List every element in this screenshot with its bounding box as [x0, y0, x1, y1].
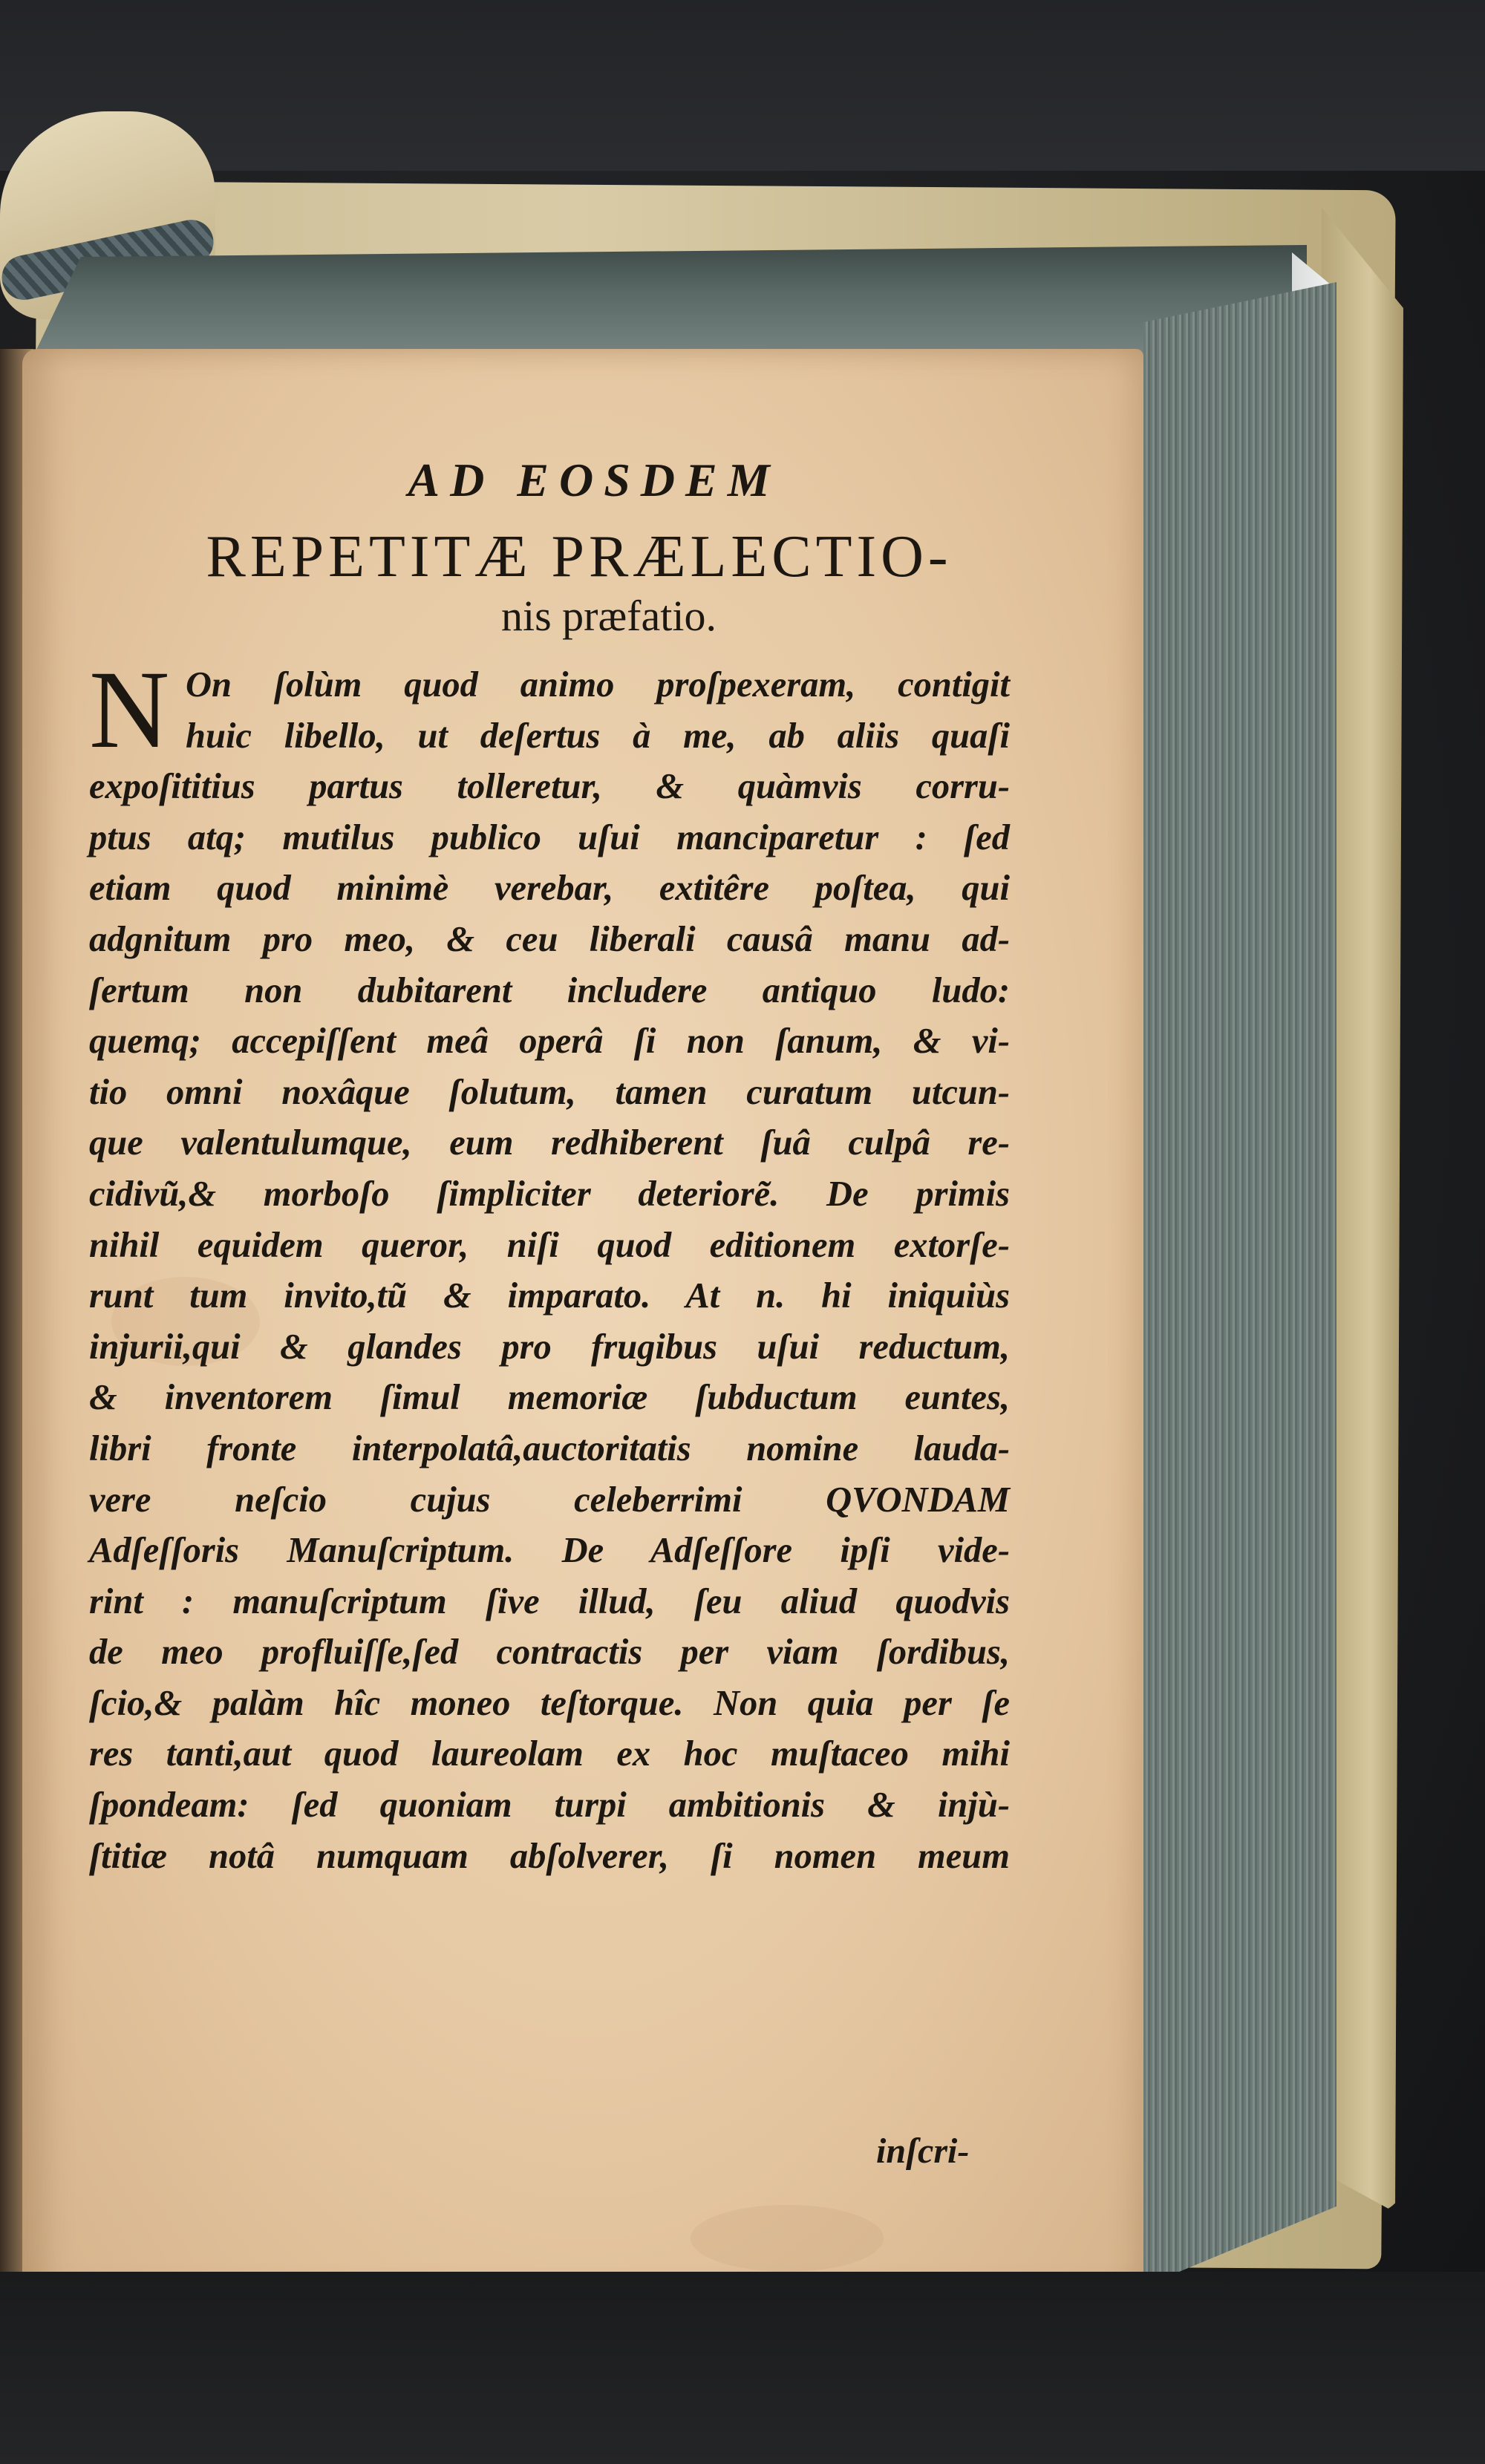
- text-line: etiam quod minimè verebar, extitêre poſtea, qui: [89, 869, 1010, 909]
- text-line: quemq; accepiſſent meâ operâ ſi non ſanum, & vi-: [89, 1022, 1010, 1062]
- text-line: rint : manuſcriptum ſive illud, ſeu aliud quodvis: [89, 1581, 1010, 1621]
- text-line: vere neſcio cujus celeberrimi QVONDAM: [89, 1480, 1010, 1520]
- text-line: Adſeſſoris Manuſcriptum. De Adſeſſore ipſi vide-: [89, 1531, 1010, 1571]
- text-line: de meo profluiſſe,ſed contractis per viam ſordibus,: [89, 1633, 1010, 1673]
- text-block-top-edge: [30, 245, 1307, 364]
- text-line: que valentulumque, eum redhiberent ſuâ culpâ re-: [89, 1123, 1010, 1163]
- text-line: ſertum non dubitarent includere antiquo ludo:: [89, 970, 1010, 1010]
- text-line: ſcio,& palàm hîc moneo teſtorque. Non quia per ſe: [89, 1683, 1010, 1723]
- text-line: runt tum invito,tũ & imparato. At n. hi iniquiùs: [89, 1276, 1010, 1316]
- page-text-block: [89, 453, 1010, 1882]
- text-line: libri fronte interpolatâ,auctoritatis nomine lauda-: [89, 1428, 1010, 1468]
- text-line: & inventorem ſimul memoriæ ſubductum euntes,: [89, 1378, 1010, 1418]
- text-line: res tanti,aut quod laureolam ex hoc muſtaceo mihi: [89, 1734, 1010, 1774]
- text-line: huic libello, ut deſertus à me, ab aliis quaſi: [186, 716, 1010, 756]
- text-line: nihil equidem queror, niſi quod editionem extorſe-: [89, 1225, 1010, 1265]
- foxing-stain: [691, 2205, 884, 2272]
- text-line: On ſolùm quod animo proſpexeram, contigit: [186, 665, 1010, 705]
- text-line: ſpondeam: ſed quoniam turpi ambitionis & injù-: [89, 1785, 1010, 1826]
- cloth-background-top: [0, 0, 1485, 171]
- text-line: injurii,qui & glandes pro frugibus uſui reductum,: [89, 1327, 1010, 1367]
- fore-edge: [1143, 282, 1336, 2287]
- section-subtitle: nis præfatio.: [501, 592, 717, 640]
- running-head: AD EOSDEM: [408, 454, 780, 506]
- body-text: [89, 648, 1010, 1882]
- section-title: REPETITÆ PRÆLECTIO-: [206, 524, 953, 589]
- cloth-background-bottom: [0, 2272, 1485, 2464]
- catchword: inſcri-: [876, 2131, 970, 2171]
- text-line: cidivũ,& morboſo ſimpliciter deteriorẽ. De primis: [89, 1174, 1010, 1214]
- text-line: ptus atq; mutilus publico uſui manciparetur : ſed: [89, 817, 1010, 857]
- text-line: expoſititius partus tolleretur, & quàmvis corru-: [89, 767, 1010, 807]
- text-line: tio omni noxâque ſolutum, tamen curatum utcun-: [89, 1072, 1010, 1112]
- text-line: adgnitum pro meo, & ceu liberali causâ manu ad-: [89, 919, 1010, 959]
- text-line: ſtitiæ notâ numquam abſolverer, ſi nomen meum: [89, 1836, 1010, 1876]
- drop-cap: N: [89, 648, 170, 771]
